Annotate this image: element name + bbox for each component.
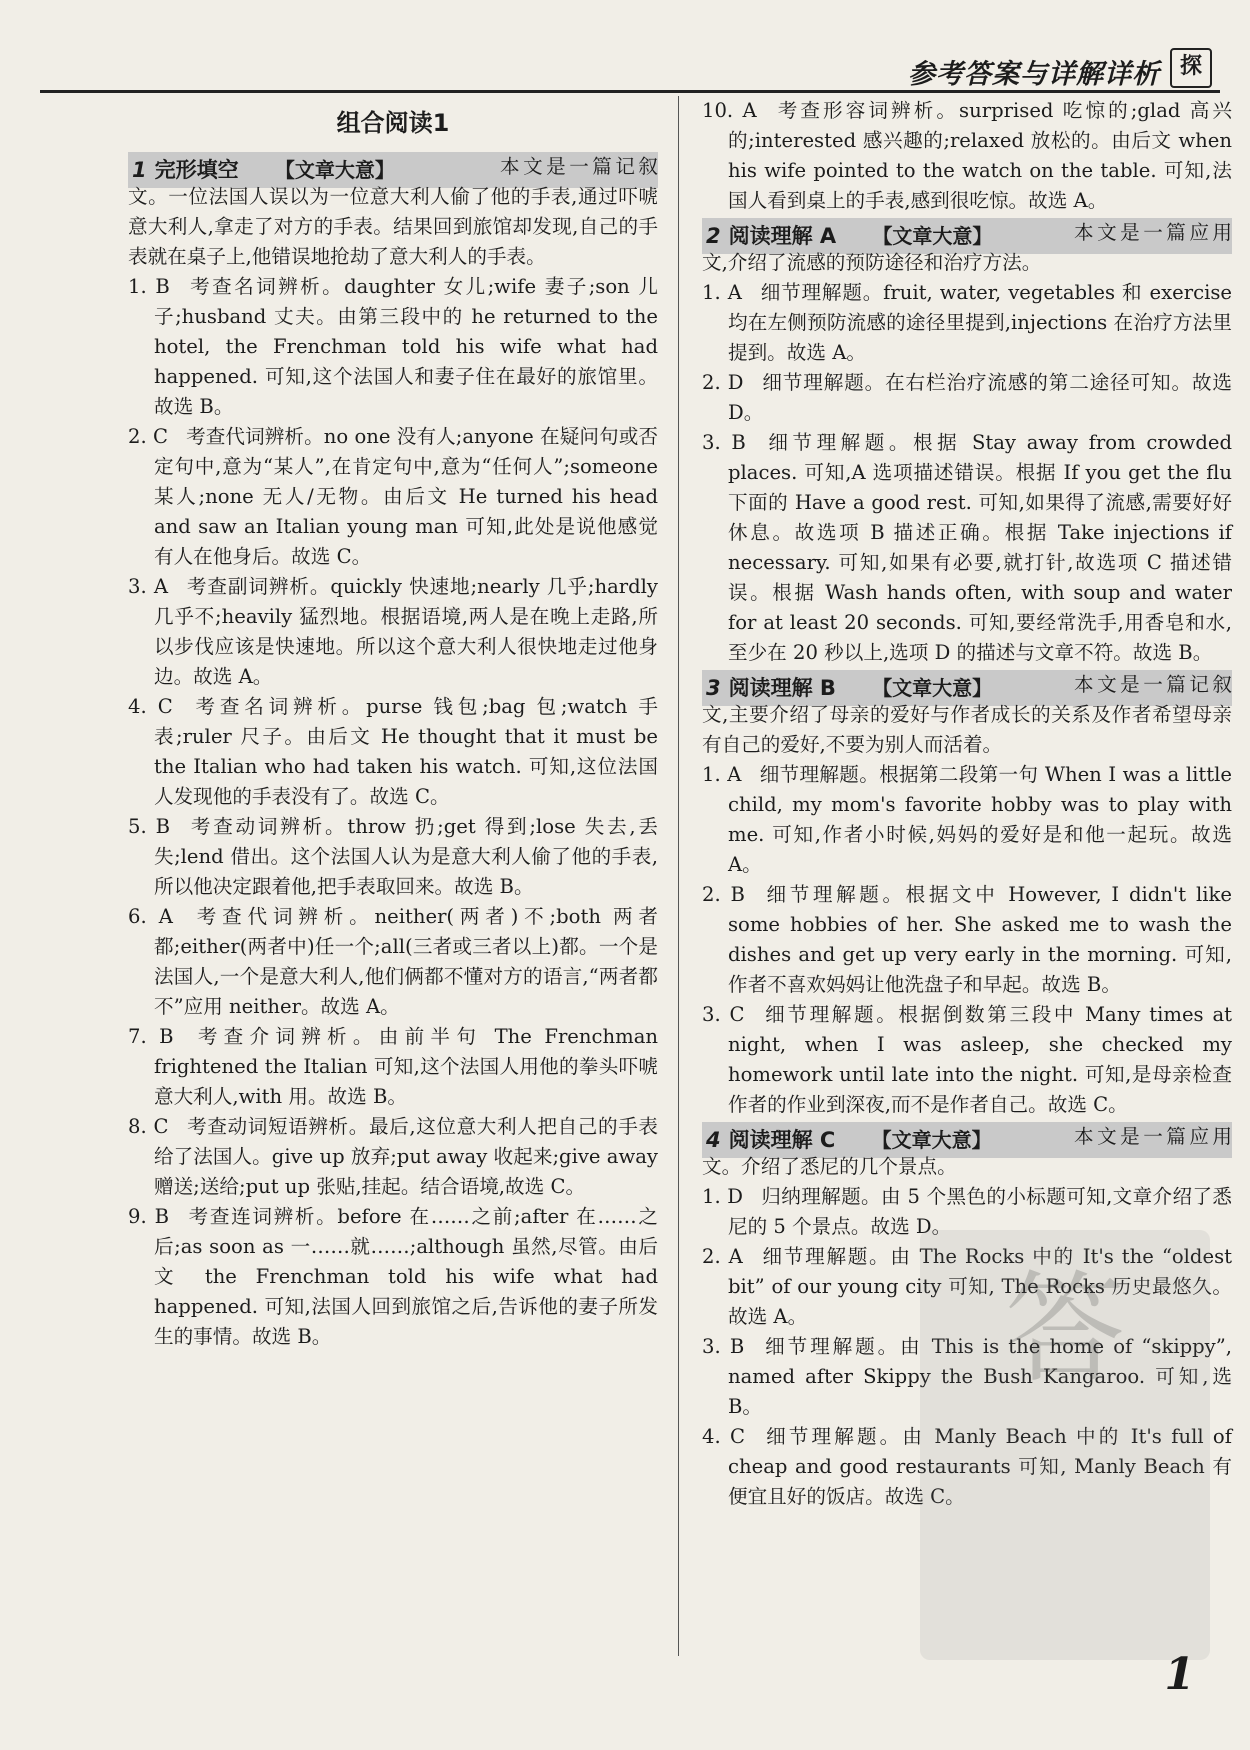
header-logo-icon: 探 [1170, 48, 1212, 88]
section-tag: 1 完形填空 [132, 158, 239, 182]
watermark-logo: 答 [920, 1230, 1210, 1660]
answer-item: 8. C 考查动词短语辨析。最后,这位意大利人把自己的手表给了法国人。give up 放弃;put away 收起来;give away 赠送;送给;put up 张贴,挂起。结合语境,故选 C。 [128, 1115, 658, 1198]
answer-item: 4. C 细节理解题。由 Manly Beach 中的 It's full of cheap and good restaurants 可知, Manly Beach 有便宜且好的饭店。故选 C。 [702, 1425, 1232, 1508]
main-idea-label: 【文章大意】 [872, 224, 993, 248]
header-title: 参考答案与详解详析 [908, 59, 1160, 90]
section-intro: 本文是一篇记叙文,主要介绍了母亲的爱好与作者成长的关系及作者希望母亲有自己的爱好,不要为别人而活着。 [702, 673, 1232, 756]
section-intro: 本文是一篇应用文,介绍了流感的预防途径和治疗方法。 [702, 221, 1232, 274]
answer-item: 2. B 细节理解题。根据文中 However, I didn't like some hobbies of her. She asked me to wash the dishes and get up very early in the morning. 可知,作者不喜欢妈妈让他洗盘子和早起。故选 B。 [702, 883, 1232, 996]
answer-item: 1. D 归纳理解题。由 5 个黑色的小标题可知,文章介绍了悉尼的 5 个景点。故选 D。 [702, 1185, 1232, 1238]
answer-item: 3. A 考查副词辨析。quickly 快速地;nearly 几乎;hardly 几乎不;heavily 猛烈地。根据语境,两人是在晚上走路,所以步伐应该是快速地。所以这个意大利人很快地走过他身边。故选 A。 [128, 575, 659, 688]
page-header [40, 40, 1220, 93]
answer-item: 9. B 考查连词辨析。before 在……之前;after 在……之后;as soon as 一……就……;although 虽然,尽管。由后文 the Frenchman told his wife what had happened. 可知,法国人回到旅馆之后,告诉他的妻子所发生的事情。故选 B。 [128, 1205, 658, 1348]
page-number: 1 [1164, 1649, 1195, 1700]
answer-item: 3. B 细节理解题。根据 Stay away from crowded places. 可知,A 选项描述错误。根据 If you get the flu 下面的 Have a good rest. 可知,如果得了流感,需要好好休息。故选项 B 描述正确。根据 Take injections if necessary. 可知,如果有必要,就打针,故选项 C 描述错误。根据 Wash hands often, with soup and water for at least 20 seconds. 可知,要经常洗手,用香皂和水,至少在 20 秒以上,选项 D 的描述与文章不符。故选 B。 [702, 431, 1233, 664]
answer-item: 2. C 考查代词辨析。no one 没有人;anyone 在疑问句或否定句中,意为“某人”,在肯定句中,意为“任何人”;someone 某人;none 无人/无物。由后文 He turned his head and saw an Italian young man 可知,此处是说他感觉有人在他身后。故选 C。 [128, 425, 658, 568]
answer-item: 5. B 考查动词辨析。throw 扔;get 得到;lose 失去,丢失;lend 借出。这个法国人认为是意大利人偷了他的手表,所以他决定跟着他,把手表取回来。故选 B。 [128, 815, 658, 898]
section-tag: 3 阅读理解 B [706, 676, 836, 700]
answer-item: 1. A 细节理解题。根据第二段第一句 When I was a little child, my mom's favorite hobby was to play with me. 可知,作者小时候,妈妈的爱好是和他一起玩。故选 A。 [702, 763, 1233, 876]
section-intro: 本文是一篇记叙文。一位法国人误以为一位意大利人偷了他的手表,通过吓唬意大利人,拿走了对方的手表。结果回到旅馆却发现,自己的手表就在桌子上,他错误地抢劫了意大利人的手表。 [128, 155, 658, 268]
answer-item: 7. B 考查介词辨析。由前半句 The Frenchman frightened the Italian 可知,这个法国人用他的拳头吓唬意大利人,with 用。故选 B。 [128, 1025, 658, 1108]
main-idea-label: 【文章大意】 [872, 676, 993, 700]
answer-item: 4. C 考查名词辨析。purse 钱包;bag 包;watch 手表;ruler 尺子。由后文 He thought that it must be the Italian who had taken his watch. 可知,这位法国人发现他的手表没有了。故选 C。 [128, 695, 658, 808]
answer-item: 2. D 细节理解题。在右栏治疗流感的第二途径可知。故选 D。 [702, 371, 1232, 424]
main-idea-label: 【文章大意】 [274, 158, 395, 182]
answer-item: 3. C 细节理解题。根据倒数第三段中 Many times at night, when I was asleep, she checked my homework until late into the night. 可知,是母亲检查作者的作业到深夜,而不是作者自己。故选 C。 [702, 1003, 1233, 1116]
column-divider [678, 96, 679, 1656]
answer-item: 6. A 考查代词辨析。neither(两者)不;both 两者都;either(两者中)任一个;all(三者或三者以上)都。一个是法国人,一个是意大利人,他们俩都不懂对方的语言,“两者都不”应用 neither。故选 A。 [128, 905, 659, 1018]
section-intro: 本文是一篇应用文。介绍了悉尼的几个景点。 [702, 1125, 1232, 1178]
answer-item: 10. A 考查形容词辨析。surprised 吃惊的;glad 高兴的;interested 感兴趣的;relaxed 放松的。由后文 when his wife pointed to the watch on the table. 可知,法国人看到桌上的手表,感到很吃惊。故选 A。 [702, 99, 1232, 212]
answer-item: 2. A 细节理解题。由 The Rocks 中的 It's the “oldest bit” of our young city 可知, The Rocks 历史最悠久。故选 A。 [702, 1245, 1232, 1328]
section-tag: 4 阅读理解 C [706, 1128, 836, 1152]
section-tag: 2 阅读理解 A [706, 224, 837, 248]
answer-item: 3. B 细节理解题。由 This is the home of “skippy”, named after Skippy the Bush Kangaroo. 可知,选 B。 [702, 1335, 1233, 1418]
left-column [128, 96, 658, 1352]
main-idea-label: 【文章大意】 [871, 1128, 992, 1152]
answer-item: 1. B 考查名词辨析。daughter 女儿;wife 妻子;son 儿子;husband 丈夫。由第三段中的 he returned to the hotel, the Frenchman told his wife what had happened. 可知,这个法国人和妻子住在最好的旅馆里。故选 B。 [128, 275, 658, 418]
answer-item: 1. A 细节理解题。fruit, water, vegetables 和 exercise 均在左侧预防流感的途径里提到,injections 在治疗方法里提到。故选 A。 [702, 281, 1232, 364]
set-title: 组合阅读1 [336, 109, 450, 137]
